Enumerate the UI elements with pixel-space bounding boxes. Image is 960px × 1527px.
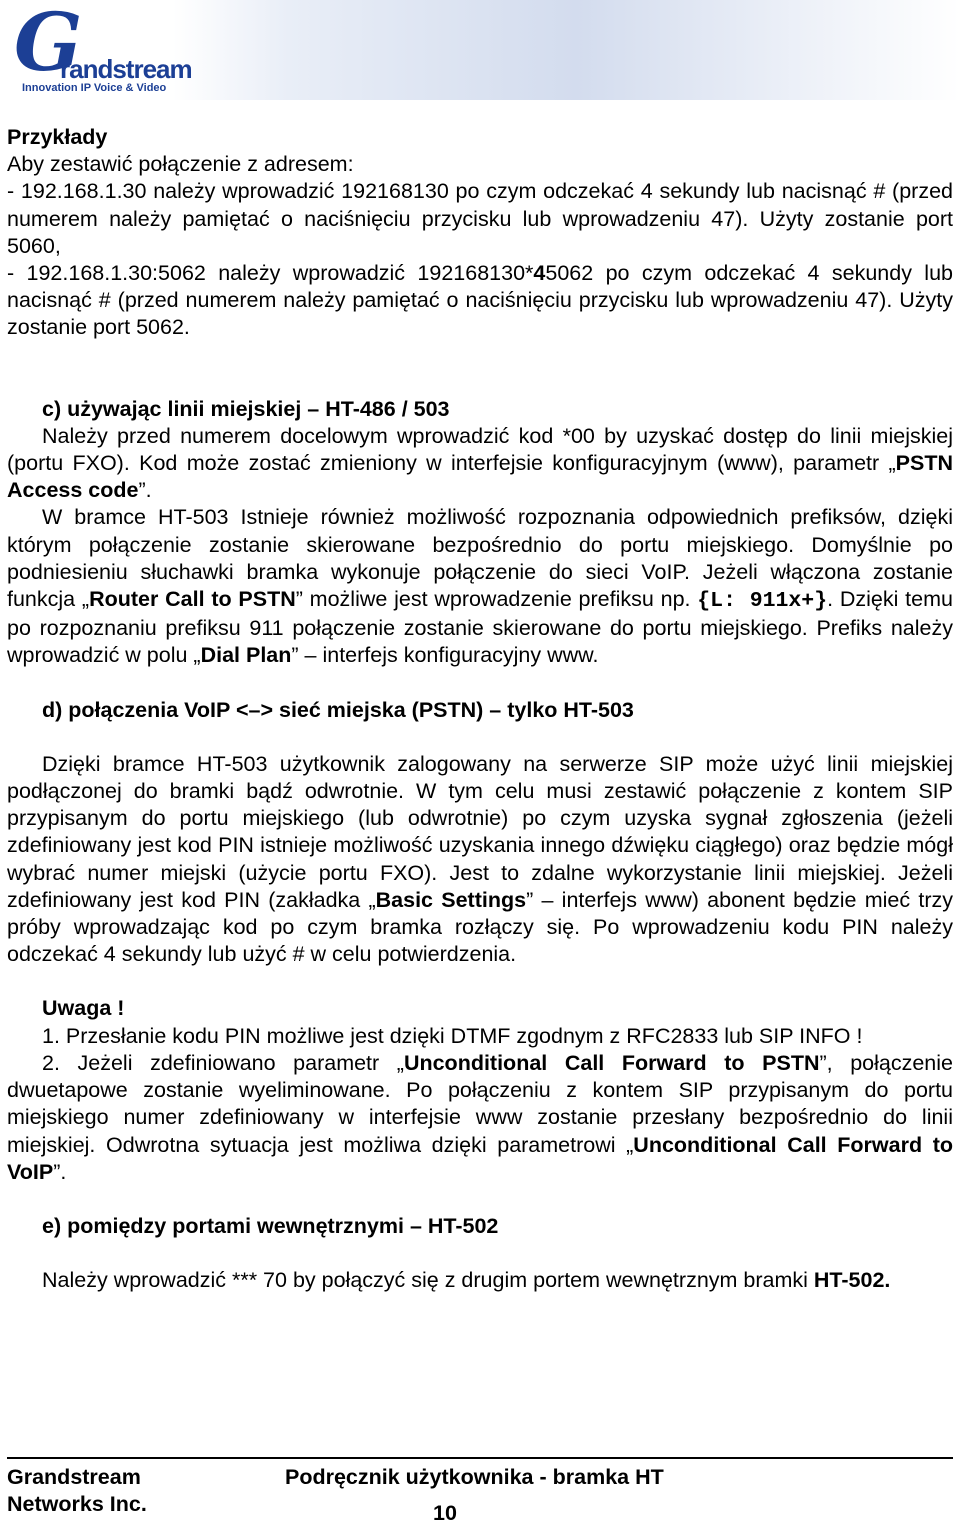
footer-company: [7, 1464, 147, 1518]
footer-company-line-2: Networks Inc.: [7, 1492, 147, 1516]
example-1: - 192.168.1.30 należy wprowadzić 192168130 po czym odczekać 4 sekundy lub nacisnąć # (przed numerem należy pamiętać o naciśnięciu przycisku lub wprowadzeniu 47). Użyty zostanie port 5060,: [7, 179, 953, 258]
example-2: - 192.168.1.30:5062 należy wprowadzić 192168130*45062 po czym odczekać 4 sekundy lub nacisnąć # (przed numerem należy pamiętać o naciśnięciu przycisku lub wprowadzeniu 47). Użyty zostanie port 5062.: [7, 261, 954, 340]
grandstream-logo: [8, 0, 192, 98]
warning-item-1: 1. Przesłanie kodu PIN możliwe jest dzięki DTMF zgodnym z RFC2833 lub SIP INFO !: [42, 1023, 863, 1048]
logo-tagline: Innovation IP Voice & Video: [22, 82, 167, 94]
warning-item-2: 2. Jeżeli zdefiniowano parametr „Unconditional Call Forward to PSTN”, połączenie dwuetapowe zostanie wyeliminowane. Po połączeniu z kontem SIP przypisanym do portu miejskiego numer zdefiniowany w interfejsie www zostanie przesłany bezpośrednio do linii miejskiej. Odwrotna sytuacja jest możliwa dzięki parametrowi „Unconditional Call Forward to VoIP”.: [7, 1050, 953, 1184]
section-c-paragraph-2: W bramce HT-503 Istnieje również możliwość rozpoznania odpowiednich prefiksów, dzięki którym połączenie zostanie skierowane bezpośrednio do portu miejskiego. Domyślnie po podniesieniu słuchawki bramka wykonuje połączenie do sieci VoIP. Jeżeli włączona zostanie funkcja „Router Call to PSTN” możliwe jest wprowadzenie prefiksu np. {L: 911x+}. Dzięki temu po rozpoznaniu prefiksu 911 połączenie zostanie skierowane do portu miejskiego. Prefiks należy wprowadzić w polu „Dial Plan” – interfejs konfiguracyjny www.: [7, 505, 953, 668]
footer-manual-title: Podręcznik użytkownika - bramka HT: [285, 1465, 664, 1489]
logo-letter: G: [14, 0, 83, 89]
section-d-heading: d) połączenia VoIP <–> sieć miejska (PSTN) – tylko HT-503: [42, 697, 634, 722]
section-e-heading: e) pomiędzy portami wewnętrznymi – HT-502: [42, 1213, 499, 1238]
document-body: [7, 124, 953, 1294]
prefix-code: {L: 911x+}: [697, 589, 828, 614]
footer-company-line-1: Grandstream: [7, 1465, 141, 1489]
logo-wordmark: randstream: [60, 54, 192, 84]
examples-title: Przykłady: [7, 125, 108, 149]
examples-intro: Aby zestawić połączenie z adresem:: [7, 152, 354, 177]
page-footer: [7, 1464, 953, 1524]
warning-title: Uwaga !: [42, 996, 125, 1021]
footer-divider: [7, 1457, 953, 1459]
section-e-paragraph-1: Należy wprowadzić *** 70 by połączyć się z drugim portem wewnętrznym bramki HT-502.: [42, 1268, 891, 1293]
section-c-heading: c) używając linii miejskiej – HT-486 / 503: [42, 396, 450, 421]
section-c-paragraph-1: Należy przed numerem docelowym wprowadzić kod *00 by uzyskać dostęp do linii miejskiej (portu FXO). Kod może zostać zmieniony w interfejsie konfiguracyjnym (www), parametr „PSTN Access code”.: [7, 423, 953, 503]
page-number: 10: [433, 1501, 457, 1525]
section-d-paragraph-1: Dzięki bramce HT-503 użytkownik zalogowany na serwerze SIP może użyć linii miejskiej podłączonej do bramki bądź odwrotnie. W tym celu musi zestawić połączenie z kontem SIP przypisanym do portu miejskiego (lub odwrotnie) po czym uzyska sygnał zgłoszenia (jeżeli zdefiniowany jest kod PIN istnieje możliwość uzyskania innego dźwięku ciągłego) oraz będzie mógł wybrać numer miejski (użycie portu FXO). Jest to zdalne wykorzystanie linii miejskiej. Jeżeli zdefiniowany jest kod PIN (zakładka „Basic Settings” – interfejs www) abonent będzie mieć trzy próby wprowadzając kod po czym bramka rozłączy się. Po wprowadzeniu kodu PIN należy odczekać 4 sekundy lub użyć # w celu potwierdzenia.: [7, 751, 953, 967]
